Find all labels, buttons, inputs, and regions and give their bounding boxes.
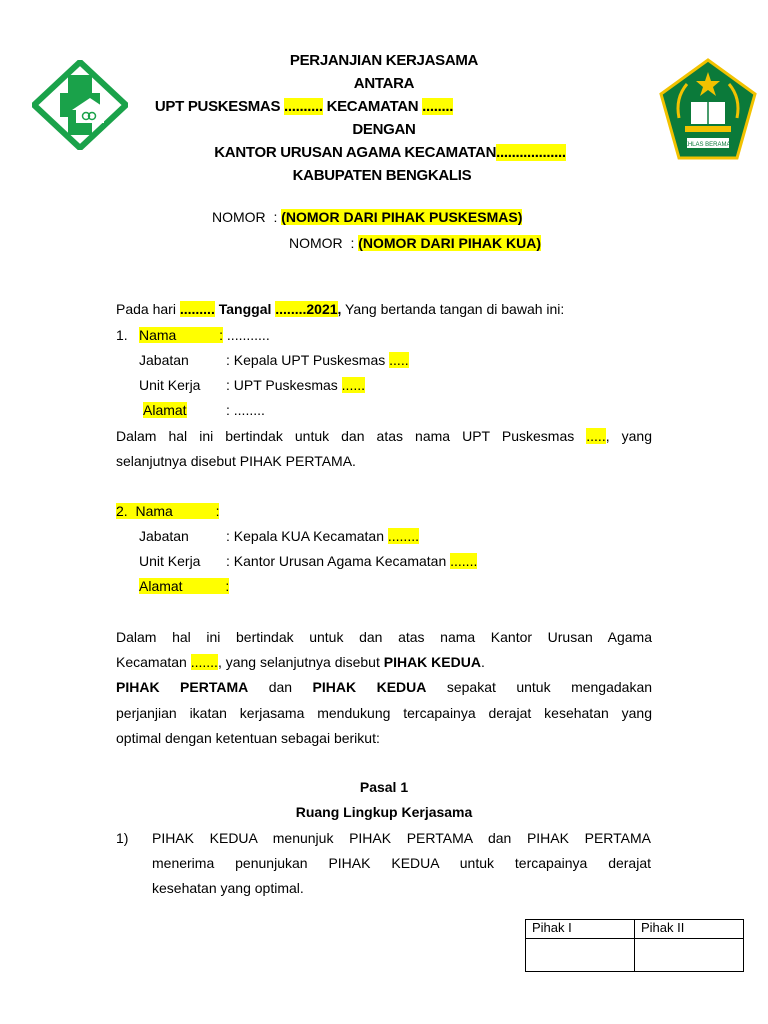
signature-header-pihak-2: Pihak II [635, 920, 744, 939]
party1-jabatan-label: Jabatan [139, 352, 189, 368]
signature-cell-pihak-2 [635, 939, 744, 972]
pasal-title: Pasal 1 [359, 779, 409, 795]
intro-line: Pada hari ......... Tanggal ........2021, Yang bertanda tangan di bawah ini: [116, 301, 565, 317]
party2-unit-value: : Kantor Urusan Agama Kecamatan ....... [226, 553, 478, 569]
party2-jabatan-value: : Kepala KUA Kecamatan ........ [226, 528, 419, 544]
doc-title-kua: KANTOR URUSAN AGAMA KECAMATAN.................. [214, 144, 566, 161]
nomor-puskesmas: NOMOR : (NOMOR DARI PIHAK PUSKESMAS) [212, 209, 523, 225]
party1-alamat-label: Alamat [143, 402, 187, 418]
doc-title: PERJANJIAN KERJASAMA [289, 52, 479, 69]
pasal-item-line2: menerima penunjukan PIHAK KEDUA untuk tercapainya derajat [152, 855, 651, 871]
signature-header-pihak-1: Pihak I [526, 920, 635, 939]
party2-alamat: Alamat : [139, 578, 230, 594]
party1-number: 1. [116, 327, 128, 343]
party2-description-line2: Kecamatan ......., yang selanjutnya disebut PIHAK KEDUA. [116, 654, 485, 670]
pasal-item-line1: PIHAK KEDUA menunjuk PIHAK PERTAMA dan PIHAK PERTAMA [152, 830, 651, 846]
party1-nama: Nama : ........... [139, 327, 270, 343]
doc-title-kabupaten: KABUPATEN BENGKALIS [292, 167, 472, 184]
kemenag-motto: IKHLAS BERAMAL [682, 142, 734, 148]
pasal-subtitle: Ruang Lingkup Kerjasama [295, 804, 473, 820]
party1-jabatan-value: : Kepala UPT Puskesmas ..... [226, 352, 409, 368]
doc-title-puskesmas: UPT PUSKESMAS .......... KECAMATAN ........ [154, 98, 454, 115]
party1-unit-label: Unit Kerja [139, 377, 201, 393]
agreement-line2: perjanjian ikatan kerjasama mendukung tercapainya derajat kesehatan yang [116, 705, 652, 721]
party1-alamat-value: : ........ [226, 402, 265, 418]
party2-nama: 2. Nama : [116, 503, 220, 519]
doc-title-dengan: DENGAN [352, 121, 416, 138]
pasal-item-line3: kesehatan yang optimal. [152, 880, 304, 896]
party2-unit-label: Unit Kerja [139, 553, 201, 569]
doc-title-antara: ANTARA [353, 75, 415, 92]
agreement-line1: PIHAK PERTAMA dan PIHAK KEDUA sepakat untuk mengadakan [116, 679, 653, 695]
signature-cell-pihak-1 [526, 939, 635, 972]
nomor-kua: NOMOR : (NOMOR DARI PIHAK KUA) [289, 235, 541, 251]
party1-description-line2: selanjutnya disebut PIHAK PERTAMA. [116, 453, 356, 469]
pasal-item-number: 1) [116, 830, 129, 846]
party2-description-line1: Dalam hal ini bertindak untuk dan atas nama Kantor Urusan Agama [116, 629, 652, 645]
party2-jabatan-label: Jabatan [139, 528, 189, 544]
agreement-line3: optimal dengan ketentuan sebagai berikut: [116, 730, 380, 746]
party1-unit-value: : UPT Puskesmas ...... [226, 377, 366, 393]
party1-description-line1: Dalam hal ini bertindak untuk dan atas nama UPT Puskesmas ....., yang [116, 428, 652, 444]
signature-table [525, 919, 744, 972]
